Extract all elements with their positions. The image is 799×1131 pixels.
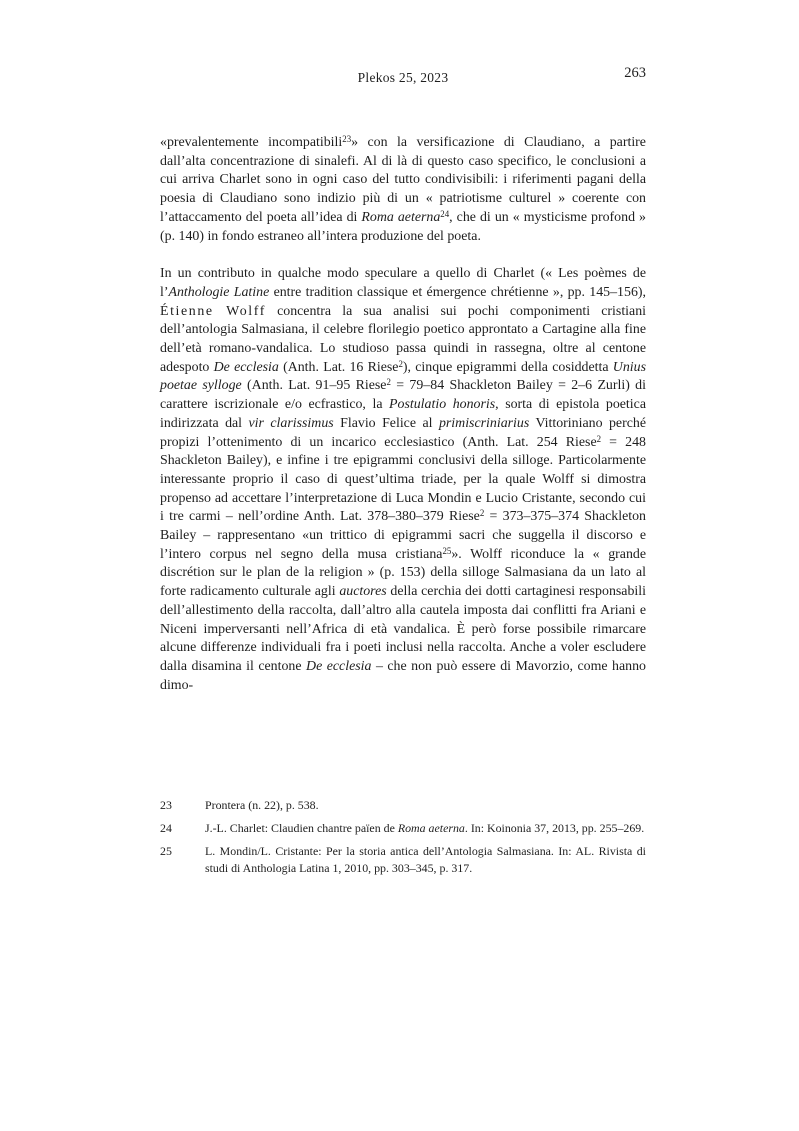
footnote-item	[160, 820, 646, 836]
footnote-text: Prontera (n. 22), p. 538.	[205, 798, 319, 812]
footnote-item	[160, 797, 646, 813]
footnote-text: L. Mondin/L. Cristante: Per la storia antica dell’Antologia Salmasiana. In: AL. Rivista di studi di Anthologia Latina 1, 2010, pp. 303–345, p. 317.	[205, 844, 646, 875]
footnote-number: 23	[160, 798, 172, 812]
page-number: 263	[624, 65, 646, 81]
footnote-number: 24	[160, 821, 172, 836]
paragraph: In un contributo in qualche modo speculare a quello di Charlet (« Les poèmes de l’Anthologie Latine entre tradition classique et émergence chrétienne », pp. 145–156), Étienne Wolff concentra la sua analisi sui pochi componimenti cristiani dell’antologia Salmasiana, il celebre florilegio poetico approntato a Cartagine alla fine dell’età romano-vandalica. Lo studioso passa quindi in rassegna, oltre al centone adespoto De ecclesia (Anth. Lat. 16 Riese$^2$), cinque epigrammi della cosiddetta Unius poetae sylloge (Anth. Lat. 91–95 Riese$^2$ = 79–84 Shackleton Bailey = 2–6 Zurli) di carattere iscrizionale e/o ecfrastico, la Postulatio honoris, sorta di epistola poetica indirizzata dal vir clarissimus Flavio Felice al primiscriniarius Vittoriniano perché propizi l’ottenimento di un incarico ecclesiastico (Anth. Lat. 254 Riese$^2$ = 248 Shackleton Bailey), e infine i tre epigrammi conclusivi della silloge. Particolarmente interessante proprio il caso di quest’ultima triade, per la quale Wolff si dimostra propenso ad accettare l’interpretazione di Luca Mondin e Lucio Cristante, secondo cui i tre carmi – nell’ordine Anth. Lat. 378–380–379 Riese$^2$ = 373–375–374 Shackleton Bailey – rappresentano «un trittico di epigrammi sacri che suggella il discorso e l’intero corpus nel segno della musa cristiana$^{25}$». Wolff riconduce la « grande discrétion sur le plan de la religion » (p. 153) della silloge Salmasiana da un lato al forte radicamento culturale agli auctores della cerchia dei dotti cartaginesi responsabili dell’allestimento della raccolta, dall’altro alla cautela imposta dai conflitti fra Ariani e Niceni imperversanti nell’Africa di età vandalica. È però forse possibile rimarcare alcune differenze individuali fra i poeti inclusi nella raccolta. Anche a voler escludere dalla disamina il centone De ecclesia – che non può essere di Mavorzio, come hanno dimo-	[160, 266, 647, 693]
footnote-number: 25	[160, 844, 172, 859]
footnote-item	[160, 843, 646, 875]
body-text	[160, 134, 646, 695]
journal-title: Plekos 25, 2023	[357, 70, 449, 85]
paragraph: «prevalentemente incompatibili$^{23}$» con la versificazione di Claudiano, a partire dall’alta concentrazione di sinalefi. Al di là di questo caso specifico, le conclusioni a cui arriva Charlet sono in ogni caso del tutto condivisibili: i riferimenti pagani della poesia di Claudiano sono indizio più di un « patriotisme culturel » coerente con l’attaccamento del poeta all’idea di Roma aeterna$^{24}$, che di un « mysticisme profond » (p. 140) in fondo estraneo all’intera produzione del poeta.	[160, 134, 646, 244]
footnote-text: J.-L. Charlet: Claudien chantre païen de Roma aeterna. In: Koinonia 37, 2013, pp. 255–269.	[205, 821, 645, 836]
footnotes	[160, 797, 646, 883]
